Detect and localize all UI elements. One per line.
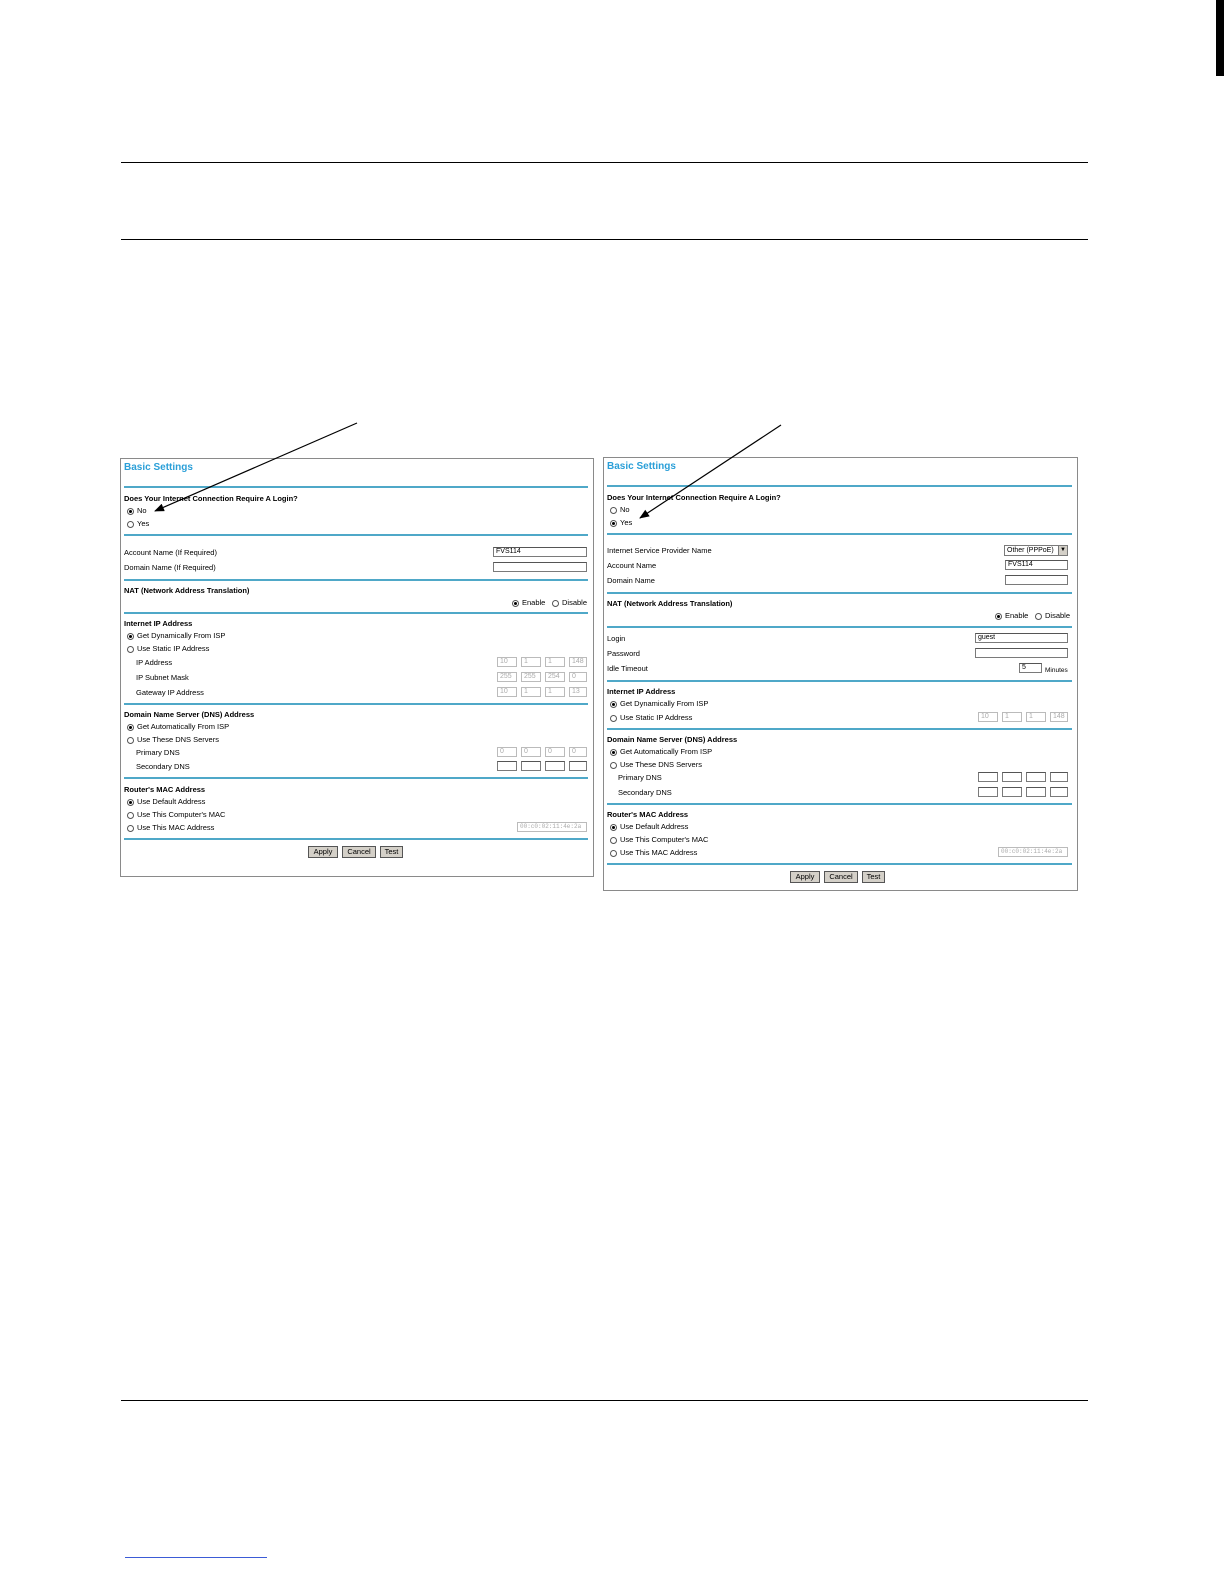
account-name-label: Account Name (If Required)	[124, 548, 217, 557]
password-label: Password	[607, 649, 640, 658]
radio-login-yes[interactable]: Yes	[127, 519, 149, 528]
radio-use-this-mac[interactable]: Use This MAC Address	[127, 823, 214, 832]
primary-dns-label: Primary DNS	[136, 748, 180, 757]
subnet-octet-2[interactable]: 255	[521, 672, 541, 682]
isp-name-select[interactable]: Other (PPPoE) ▼	[1004, 545, 1068, 556]
test-button[interactable]: Test	[380, 846, 403, 858]
nat-heading: NAT (Network Address Translation)	[607, 599, 733, 608]
secondary-dns-label: Secondary DNS	[136, 762, 190, 771]
test-button[interactable]: Test	[862, 871, 885, 883]
gateway-octet-3[interactable]: 1	[545, 687, 565, 697]
radio-use-this-mac[interactable]: Use This MAC Address	[610, 848, 697, 857]
primary-dns-label: Primary DNS	[618, 773, 662, 782]
cancel-button[interactable]: Cancel	[342, 846, 376, 858]
gateway-octet-2[interactable]: 1	[521, 687, 541, 697]
radio-use-computer-mac[interactable]: Use This Computer's MAC	[127, 810, 225, 819]
radio-use-static-ip[interactable]: Use Static IP Address	[127, 644, 209, 653]
internet-ip-heading: Internet IP Address	[124, 619, 193, 628]
ip-octet-2[interactable]: 1	[521, 657, 541, 667]
ip-octet-3[interactable]: 1	[545, 657, 565, 667]
idle-timeout-label: Idle Timeout	[607, 664, 648, 673]
radio-use-default-mac[interactable]: Use Default Address	[610, 822, 688, 831]
account-name-input[interactable]: FVS114	[493, 547, 587, 557]
nat-heading: NAT (Network Address Translation)	[124, 586, 250, 595]
mac-address-input[interactable]: 00:c0:02:11:4e:2a	[517, 822, 587, 832]
login-question: Does Your Internet Connection Require A Login?	[607, 493, 781, 502]
gateway-octet-1[interactable]: 10	[497, 687, 517, 697]
chevron-down-icon[interactable]: ▼	[1058, 546, 1067, 555]
radio-login-no[interactable]: No	[127, 506, 147, 515]
dns-heading: Domain Name Server (DNS) Address	[124, 710, 255, 719]
cancel-button[interactable]: Cancel	[824, 871, 858, 883]
radio-get-dynamically[interactable]: Get Dynamically From ISP	[127, 631, 225, 640]
panel-title: Basic Settings	[607, 461, 676, 472]
nat-enable-radio[interactable]: Enable	[995, 611, 1028, 620]
minutes-label: Minutes	[1045, 667, 1068, 674]
isp-name-label: Internet Service Provider Name	[607, 546, 712, 555]
ip-address-label: IP Address	[136, 658, 173, 667]
account-name-label: Account Name	[607, 561, 657, 570]
subnet-octet-3[interactable]: 254	[545, 672, 565, 682]
dns-heading: Domain Name Server (DNS) Address	[607, 735, 738, 744]
subnet-mask-label: IP Subnet Mask	[136, 673, 189, 682]
radio-get-auto-dns[interactable]: Get Automatically From ISP	[610, 747, 712, 756]
ip-octet-4[interactable]: 148	[569, 657, 587, 667]
subnet-octet-1[interactable]: 255	[497, 672, 517, 682]
gateway-label: Gateway IP Address	[136, 688, 204, 697]
primary-dns-octet-1[interactable]: 0	[497, 747, 517, 757]
mac-heading: Router's MAC Address	[607, 810, 689, 819]
apply-button[interactable]: Apply	[308, 846, 338, 858]
radio-use-computer-mac[interactable]: Use This Computer's MAC	[610, 835, 708, 844]
panel-title: Basic Settings	[124, 462, 193, 473]
static-ip-octet-1[interactable]: 10	[978, 712, 998, 722]
arrow-to-yes-option	[640, 425, 781, 518]
radio-login-no[interactable]: No	[610, 505, 630, 514]
radio-get-auto-dns[interactable]: Get Automatically From ISP	[127, 722, 229, 731]
radio-use-static-ip[interactable]: Use Static IP Address	[610, 713, 692, 722]
primary-dns-octet-2[interactable]: 0	[521, 747, 541, 757]
secondary-dns-label: Secondary DNS	[618, 788, 672, 797]
arrow-to-no-option	[155, 423, 357, 511]
login-input[interactable]: guest	[975, 633, 1068, 643]
radio-get-dynamically[interactable]: Get Dynamically From ISP	[610, 699, 708, 708]
static-ip-octet-3[interactable]: 1	[1026, 712, 1046, 722]
login-question: Does Your Internet Connection Require A Login?	[124, 494, 298, 503]
radio-use-dns-servers[interactable]: Use These DNS Servers	[610, 760, 702, 769]
idle-timeout-input[interactable]: 5	[1019, 663, 1042, 673]
subnet-octet-4[interactable]: 0	[569, 672, 587, 682]
ip-octet-1[interactable]: 10	[497, 657, 517, 667]
internet-ip-heading: Internet IP Address	[607, 687, 676, 696]
mac-address-input[interactable]: 00:c0:02:11:4e:2a	[998, 847, 1068, 857]
login-label: Login	[607, 634, 626, 643]
account-name-input[interactable]: FVS114	[1005, 560, 1068, 570]
radio-use-dns-servers[interactable]: Use These DNS Servers	[127, 735, 219, 744]
domain-name-label: Domain Name	[607, 576, 655, 585]
radio-use-default-mac[interactable]: Use Default Address	[127, 797, 205, 806]
primary-dns-octet-3[interactable]: 0	[545, 747, 565, 757]
radio-login-yes[interactable]: Yes	[610, 518, 632, 527]
gateway-octet-4[interactable]: 13	[569, 687, 587, 697]
nat-disable-radio[interactable]: Disable	[552, 598, 587, 607]
primary-dns-octet-4[interactable]: 0	[569, 747, 587, 757]
static-ip-octet-4[interactable]: 148	[1050, 712, 1068, 722]
mac-heading: Router's MAC Address	[124, 785, 206, 794]
nat-enable-radio[interactable]: Enable	[512, 598, 545, 607]
apply-button[interactable]: Apply	[790, 871, 820, 883]
nat-disable-radio[interactable]: Disable	[1035, 611, 1070, 620]
domain-name-label: Domain Name (If Required)	[124, 563, 216, 572]
static-ip-octet-2[interactable]: 1	[1002, 712, 1022, 722]
